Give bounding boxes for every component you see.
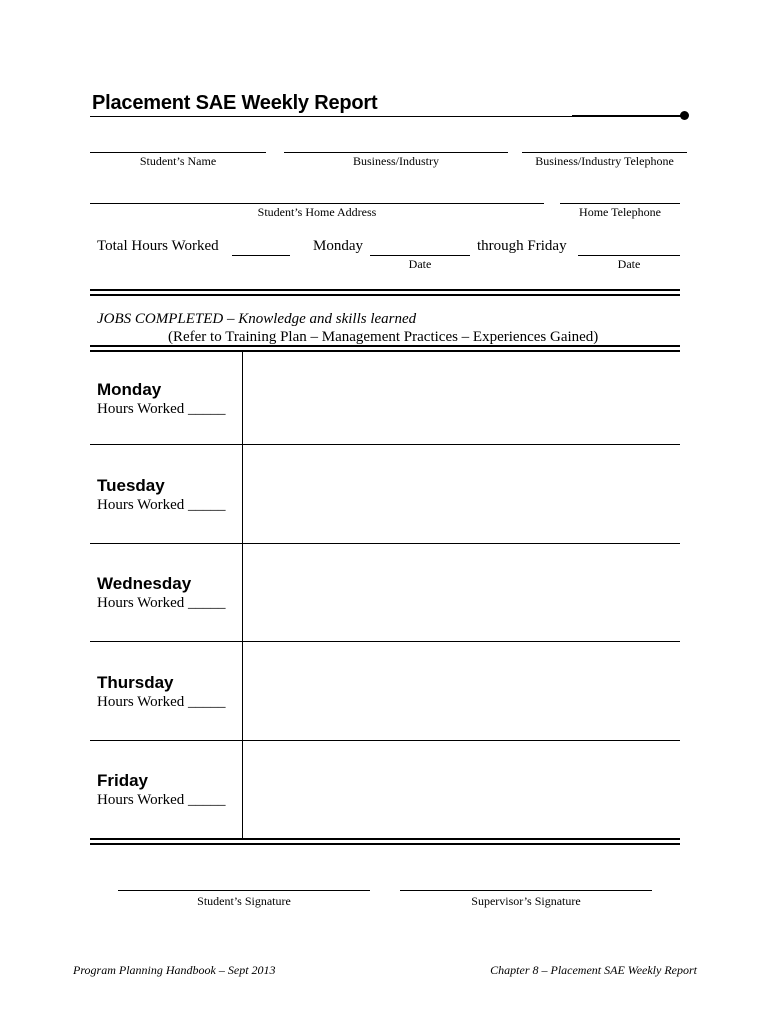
- total-hours-label: Total Hours Worked: [97, 238, 219, 254]
- hours-worked-tuesday: Hours Worked _____: [97, 497, 226, 513]
- student-signature-input[interactable]: [118, 874, 370, 890]
- page-title: Placement SAE Weekly Report: [92, 92, 378, 114]
- day-label-friday: Friday: [97, 771, 149, 790]
- table-top-rule: [90, 345, 680, 352]
- jobs-heading: JOBS COMPLETED – Knowledge and skills learned: [97, 311, 417, 327]
- daily-log-table: [90, 352, 680, 840]
- hours-worked-monday: Hours Worked _____: [97, 401, 226, 417]
- section-divider: [90, 289, 680, 296]
- title-rule-accent: [572, 115, 684, 117]
- monday-date-label: Monday: [313, 238, 363, 254]
- row-divider: [90, 641, 680, 642]
- home-address-input[interactable]: [90, 187, 544, 203]
- business-industry-label: Business/Industry: [352, 154, 439, 168]
- monday-date-caption: Date: [408, 257, 432, 271]
- jobs-entry-friday[interactable]: [246, 744, 680, 838]
- jobs-subheading: (Refer to Training Plan – Management Practices – Experiences Gained): [168, 329, 599, 345]
- home-phone-line: [560, 203, 680, 204]
- row-divider: [90, 444, 680, 445]
- table-bottom-rule: [90, 838, 680, 845]
- row-divider: [90, 740, 680, 741]
- home-phone-input[interactable]: [560, 187, 680, 203]
- footer-right: Chapter 8 – Placement SAE Weekly Report: [490, 963, 697, 977]
- day-label-tuesday: Tuesday: [97, 476, 165, 495]
- total-hours-line: [232, 255, 290, 256]
- jobs-entry-thursday[interactable]: [246, 645, 680, 739]
- jobs-entry-tuesday[interactable]: [246, 448, 680, 544]
- table-column-divider: [242, 352, 243, 838]
- business-industry-input[interactable]: [284, 136, 508, 152]
- day-label-monday: Monday: [97, 380, 162, 399]
- total-hours-input[interactable]: [232, 239, 290, 255]
- student-name-label: Student’s Name: [139, 154, 217, 168]
- jobs-entry-monday[interactable]: [246, 354, 680, 444]
- student-signature-line: [118, 890, 370, 891]
- business-phone-line: [522, 152, 687, 153]
- friday-date-input[interactable]: [578, 239, 680, 255]
- hours-worked-friday: Hours Worked _____: [97, 792, 226, 808]
- supervisor-signature-input[interactable]: [400, 874, 652, 890]
- supervisor-signature-label: Supervisor’s Signature: [471, 894, 581, 908]
- home-phone-label: Home Telephone: [579, 205, 661, 219]
- friday-date-label: through Friday: [477, 238, 567, 254]
- day-label-thursday: Thursday: [97, 673, 174, 692]
- footer-left: Program Planning Handbook – Sept 2013: [73, 963, 276, 977]
- student-signature-label: Student’s Signature: [197, 894, 291, 908]
- title-bullet-dot: [680, 111, 689, 120]
- hours-worked-thursday: Hours Worked _____: [97, 694, 226, 710]
- home-address-line: [90, 203, 544, 204]
- jobs-entry-wednesday[interactable]: [246, 547, 680, 641]
- friday-date-caption: Date: [617, 257, 641, 271]
- business-phone-input[interactable]: [522, 136, 687, 152]
- day-label-wednesday: Wednesday: [97, 574, 192, 593]
- home-address-label: Student’s Home Address: [257, 205, 377, 219]
- monday-date-input[interactable]: [370, 239, 470, 255]
- friday-date-line: [578, 255, 680, 256]
- student-name-input[interactable]: [90, 136, 266, 152]
- business-industry-line: [284, 152, 508, 153]
- business-phone-label: Business/Industry Telephone: [535, 154, 674, 168]
- student-name-line: [90, 152, 266, 153]
- supervisor-signature-line: [400, 890, 652, 891]
- monday-date-line: [370, 255, 470, 256]
- row-divider: [90, 543, 680, 544]
- hours-worked-wednesday: Hours Worked _____: [97, 595, 226, 611]
